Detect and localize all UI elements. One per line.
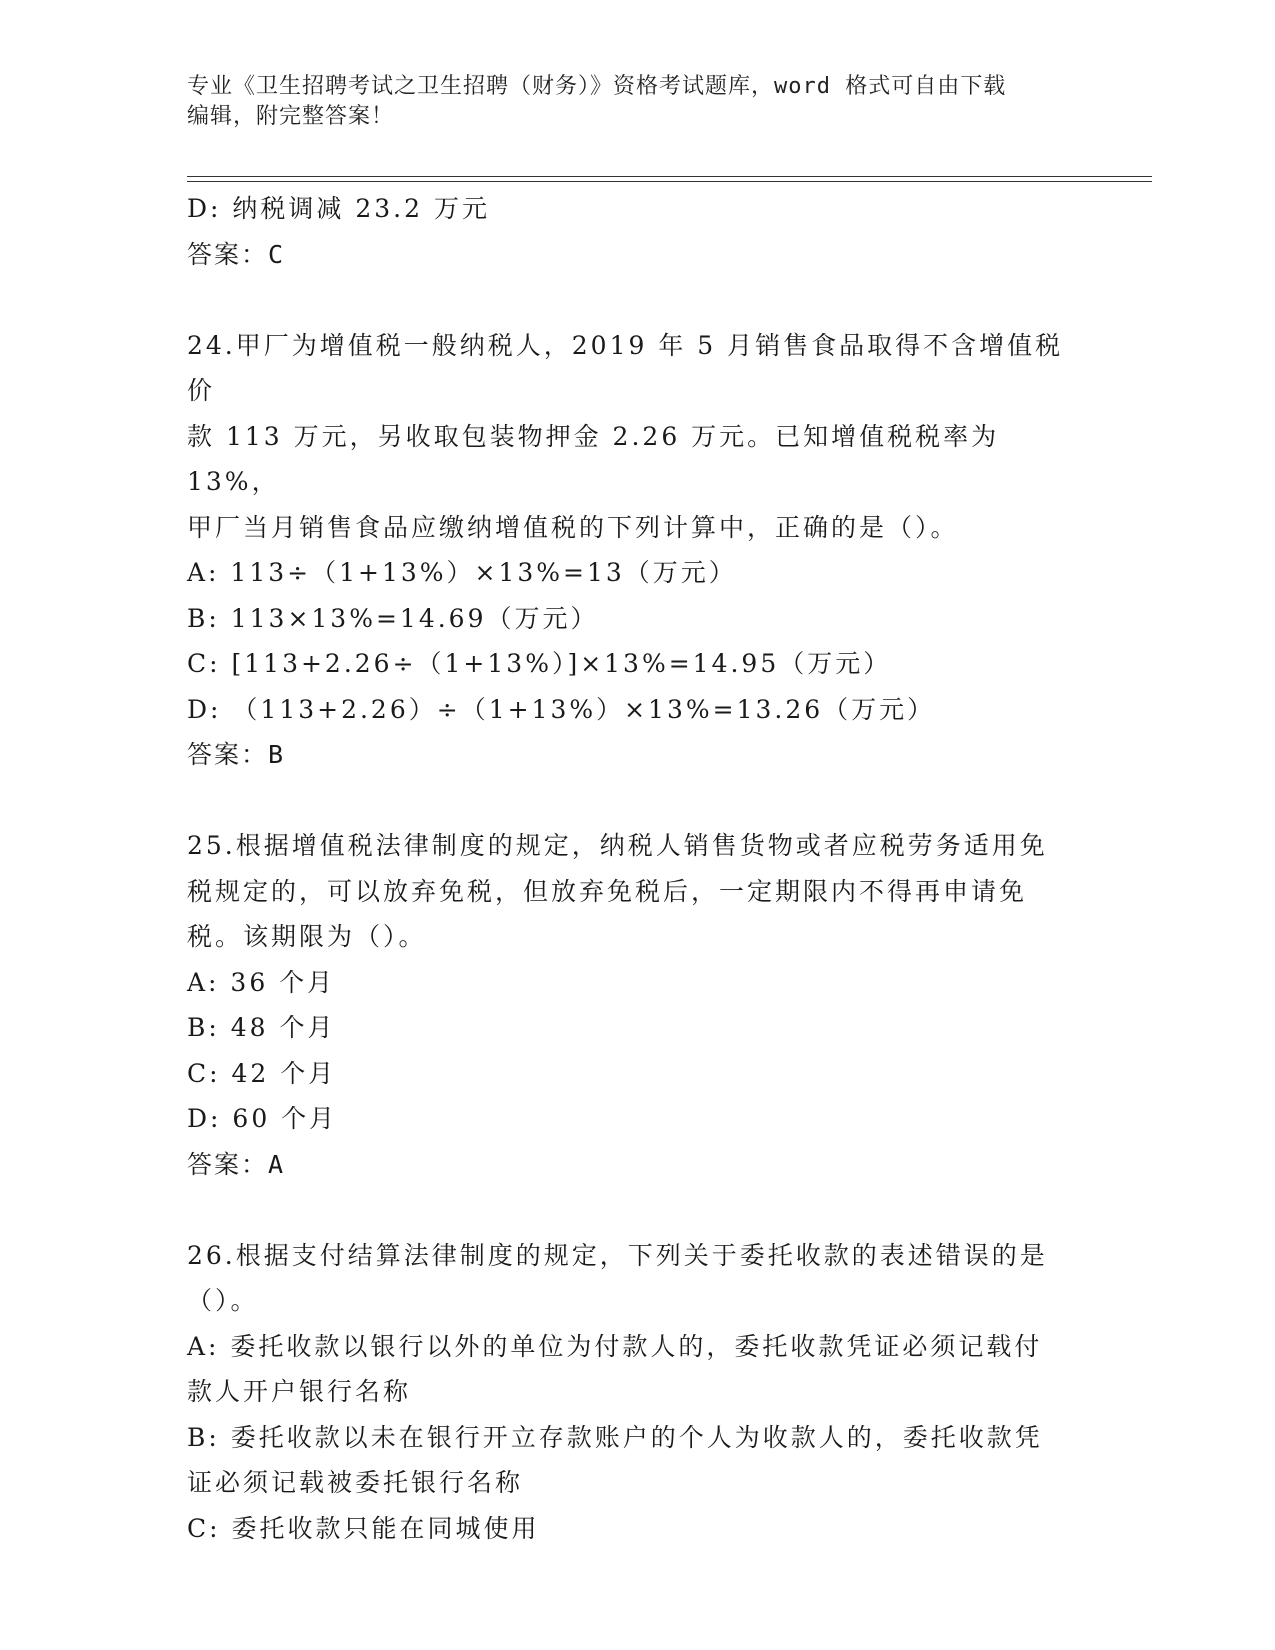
q24-answer: 答案：B — [187, 740, 286, 769]
q26-stem-line-2: （）。 — [187, 1286, 259, 1315]
q26-option-b-line-1: B: 委托收款以未在银行开立存款账户的个人为收款人的，委托收款凭 — [187, 1422, 1043, 1452]
spacer — [187, 778, 1087, 824]
q24-stem-line-1: 24.甲厂为增值税一般纳税人，2019 年 5 月销售食品取得不含增值税价 — [187, 330, 1064, 405]
q26-option-a-line-2: 款人开户银行名称 — [187, 1377, 412, 1406]
q25-stem-line-1: 25.根据增值税法律制度的规定，纳税人销售货物或者应税劳务适用免 — [187, 831, 1048, 860]
header-divider-bottom — [187, 181, 1152, 182]
q24-stem-line-2: 款 113 万元，另收取包装物押金 2.26 万元。已知增值税税率为 13%， — [187, 421, 1011, 496]
q26-option-c: C: 委托收款只能在同城使用 — [187, 1513, 540, 1543]
spacer — [187, 277, 1087, 323]
header-divider-top — [187, 176, 1152, 177]
q24-stem-line-3: 甲厂当月销售食品应缴纳增值税的下列计算中，正确的是（）。 — [187, 512, 959, 542]
q24-option-d: D: （113+2.26）÷（1+13%）×13%=13.26（万元） — [187, 694, 936, 724]
q25-answer: 答案：A — [187, 1149, 286, 1179]
question-23-tail — [187, 186, 1087, 277]
q26-stem-line-1: 26.根据支付结算法律制度的规定，下列关于委托收款的表述错误的是 — [187, 1240, 1048, 1270]
header-line-1: 专业《卫生招聘考试之卫生招聘（财务）》资格考试题库，word 格式可自由下载 — [187, 74, 1007, 99]
spacer — [187, 1187, 1087, 1233]
q23-option-d: D: 纳税调减 23.2 万元 — [187, 194, 490, 223]
q25-option-c: C: 42 个月 — [187, 1058, 337, 1088]
question-24 — [187, 323, 1087, 778]
question-content — [187, 186, 1087, 1551]
q25-option-d: D: 60 个月 — [187, 1104, 338, 1133]
q24-option-c: C: [113+2.26÷（1+13%）]×13%=14.95（万元） — [187, 649, 892, 678]
q26-option-b-line-2: 证必须记载被委托银行名称 — [187, 1468, 524, 1497]
q24-option-b: B: 113×13%=14.69（万元） — [187, 603, 599, 633]
header-line-2: 编辑，附完整答案！ — [187, 104, 395, 129]
q25-stem-line-3: 税。该期限为（）。 — [187, 922, 427, 951]
q23-answer: 答案：C — [187, 239, 286, 269]
q25-option-a: A: 36 个月 — [187, 967, 336, 997]
q26-option-a-line-1: A: 委托收款以银行以外的单位为付款人的，委托收款凭证必须记载付 — [187, 1331, 1043, 1361]
page-header — [187, 72, 1087, 132]
q25-stem-line-2: 税规定的，可以放弃免税，但放弃免税后，一定期限内不得再申请免 — [187, 876, 1028, 906]
question-25 — [187, 823, 1087, 1187]
question-26 — [187, 1233, 1087, 1552]
q24-option-a: A: 113÷（1+13%）×13%=13（万元） — [187, 558, 737, 587]
q25-option-b: B: 48 个月 — [187, 1013, 336, 1042]
